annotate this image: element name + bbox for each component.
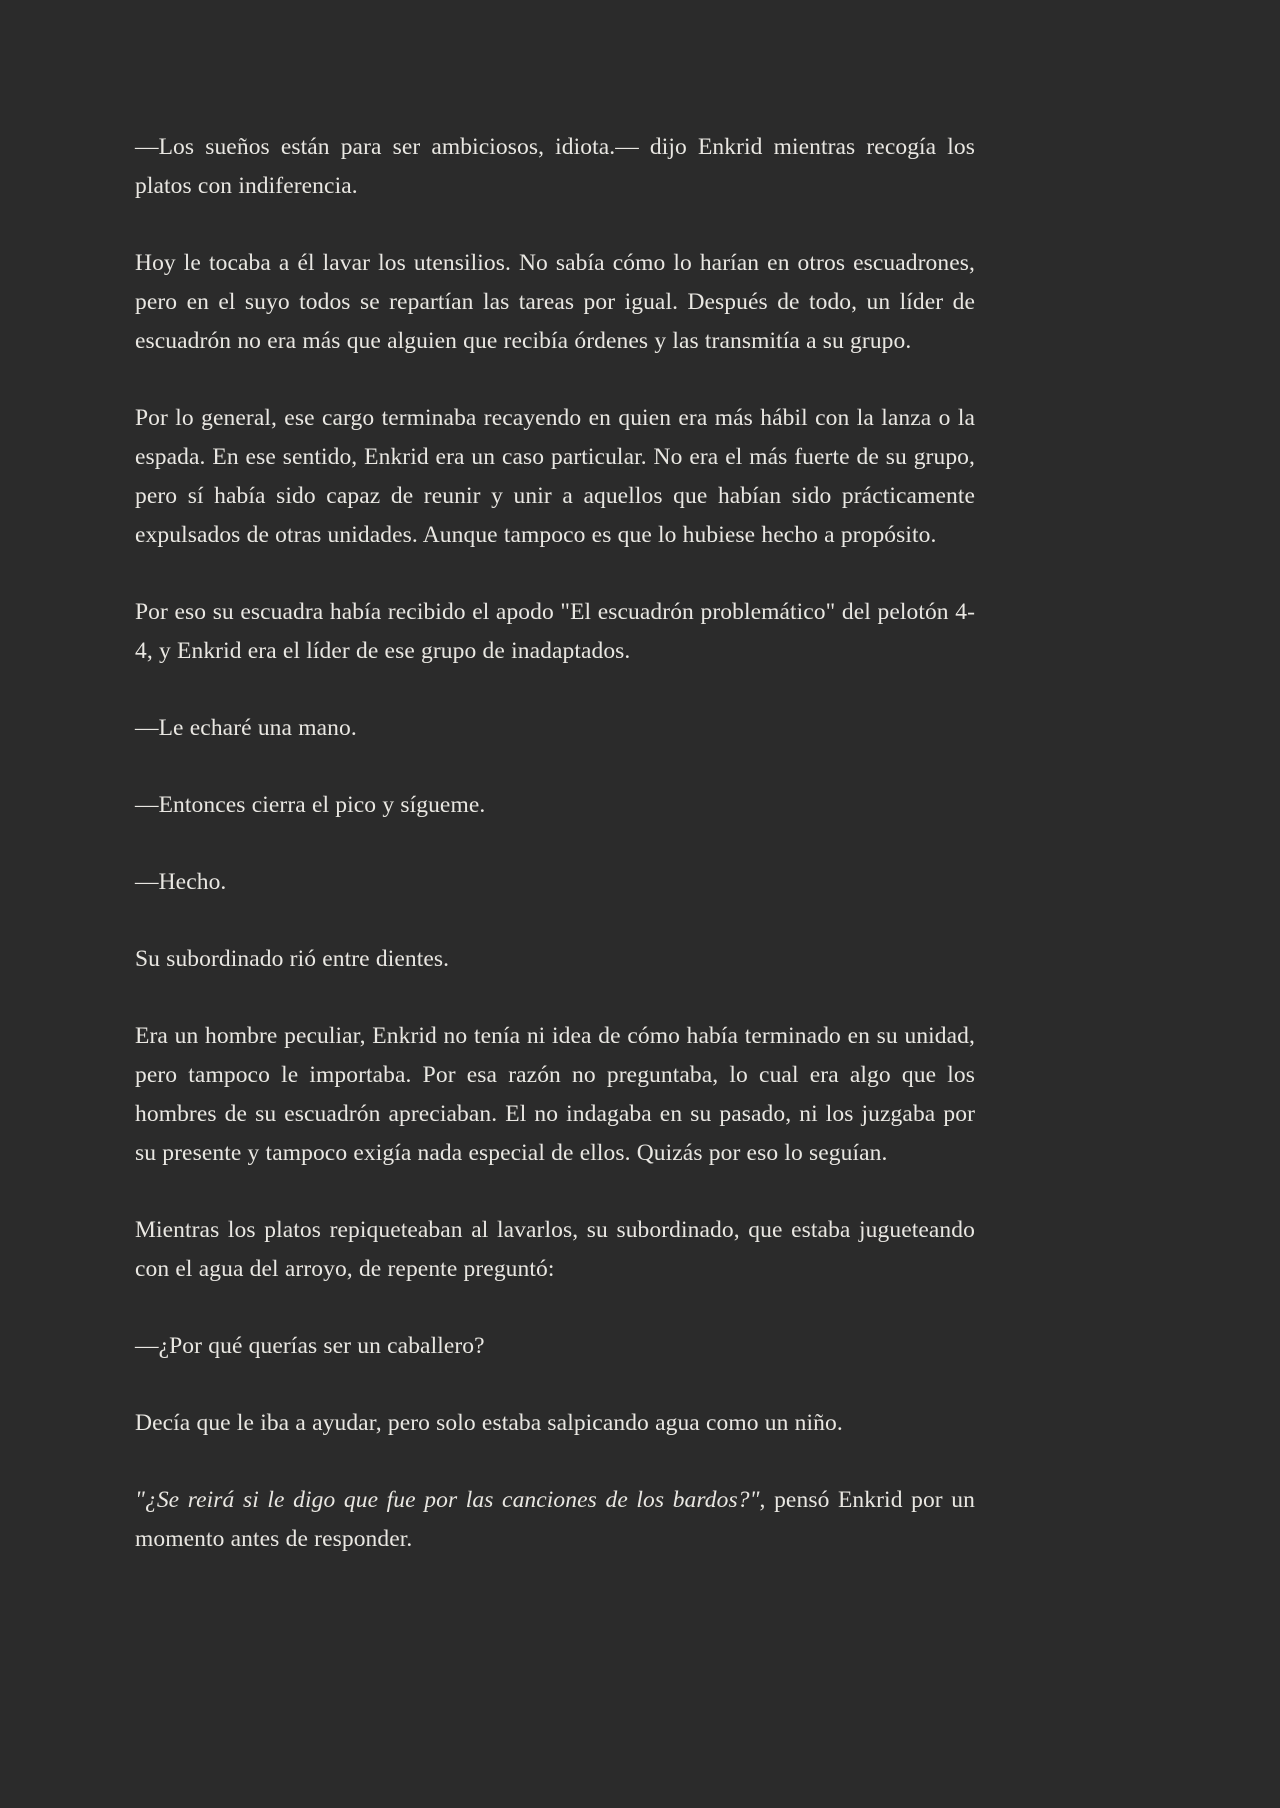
paragraph-with-thought	[135, 1481, 975, 1559]
paragraph: —Los sueños están para ser ambiciosos, idiota.— dijo Enkrid mientras recogía los platos con indiferencia.	[135, 134, 975, 199]
paragraph-remainder: , pensó Enkrid por un momento antes de responder.	[135, 1487, 975, 1552]
dialogue-line: —Hecho.	[135, 869, 227, 895]
dialogue-line: —¿Por qué querías ser un caballero?	[135, 1333, 485, 1359]
paragraph: Por lo general, ese cargo terminaba recayendo en quien era más hábil con la lanza o la espada. En ese sentido, Enkrid era un caso particular. No era el más fuerte de su grupo, pero sí había sido capaz de reunir y unir a aquellos que habían sido prácticamente expulsados de otras unidades. Aunque tampoco es que lo hubiese hecho a propósito.	[135, 405, 975, 548]
dialogue-line: —Le echaré una mano.	[135, 715, 357, 741]
inner-thought: "¿Se reirá si le digo que fue por las canciones de los bardos?"	[135, 1487, 760, 1513]
paragraph: Era un hombre peculiar, Enkrid no tenía ni idea de cómo había terminado en su unidad, pero tampoco le importaba. Por esa razón no preguntaba, lo cual era algo que los hombres de su escuadrón apreciaban. El no indagaba en su pasado, ni los juzgaba por su presente y tampoco exigía nada especial de ellos. Quizás por eso lo seguían.	[135, 1023, 975, 1166]
paragraph: Mientras los platos repiqueteaban al lavarlos, su subordinado, que estaba jugueteando con el agua del arroyo, de repente preguntó:	[135, 1217, 975, 1282]
paragraph: Hoy le tocaba a él lavar los utensilios. No sabía cómo lo harían en otros escuadrones, pero en el suyo todos se repartían las tareas por igual. Después de todo, un líder de escuadrón no era más que alguien que recibía órdenes y las transmitía a su grupo.	[135, 250, 975, 354]
paragraph: Decía que le iba a ayudar, pero solo estaba salpicando agua como un niño.	[135, 1410, 843, 1436]
chapter-body	[135, 128, 975, 1559]
dialogue-line: —Entonces cierra el pico y sígueme.	[135, 792, 486, 818]
paragraph: Por eso su escuadra había recibido el apodo "El escuadrón problemático" del pelotón 4-4, y Enkrid era el líder de ese grupo de inadaptados.	[135, 599, 975, 664]
paragraph: Su subordinado rió entre dientes.	[135, 946, 450, 972]
